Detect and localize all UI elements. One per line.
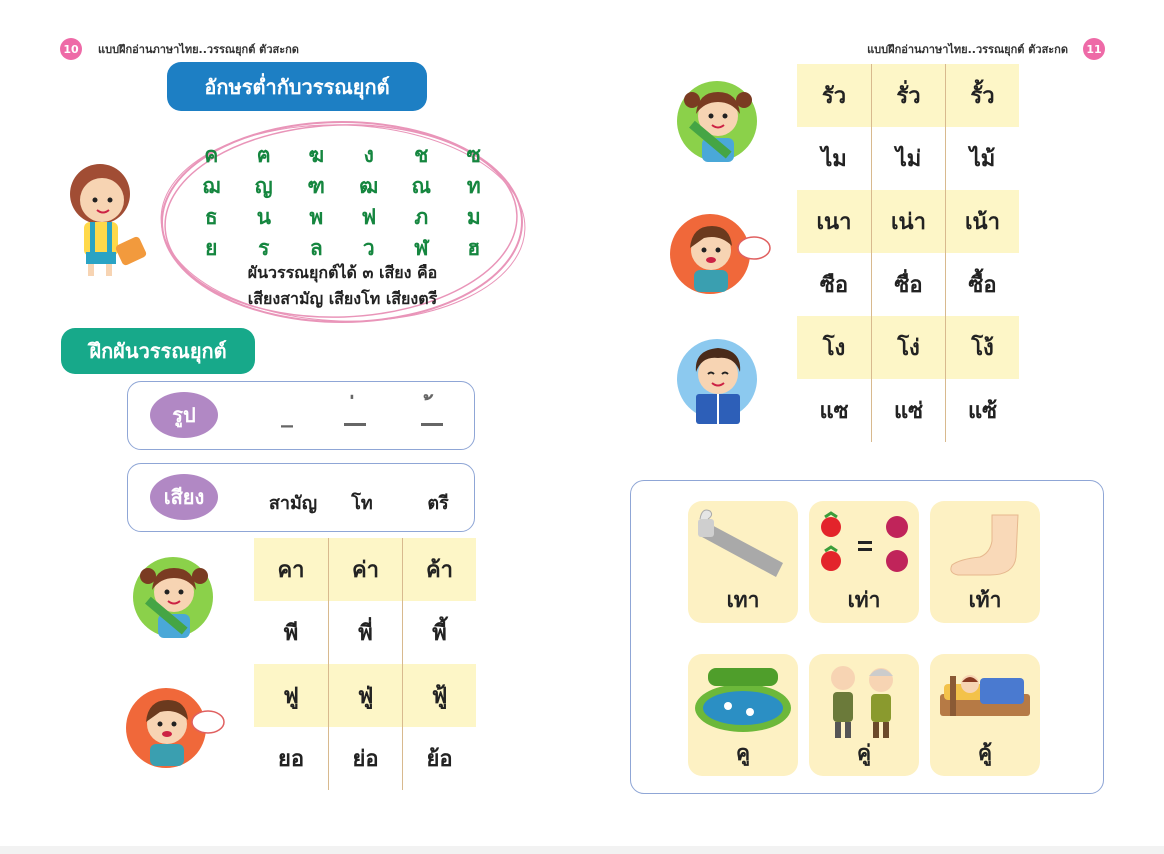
table-cell: ย่อ bbox=[328, 727, 402, 790]
consonant: ฆ bbox=[308, 143, 325, 167]
consonant: ฑ bbox=[307, 174, 325, 198]
consonant: ช bbox=[414, 143, 429, 167]
sleeping-child-icon bbox=[930, 654, 1040, 744]
table-cell: ซือ bbox=[819, 273, 849, 298]
consonant: ฮ bbox=[467, 236, 481, 260]
table-cell: เน้า bbox=[945, 190, 1019, 253]
page-bottom-edge bbox=[0, 846, 1164, 854]
consonant: ฟ bbox=[361, 205, 377, 229]
table-cell: แซ้ bbox=[945, 379, 1019, 442]
strawberry-equals-icon bbox=[809, 501, 919, 591]
table-cell: เนา bbox=[797, 190, 871, 253]
tone-name-tri: ตรี bbox=[427, 493, 449, 514]
table-cell: โง้ bbox=[945, 316, 1019, 379]
card-word: เทา bbox=[726, 588, 760, 612]
word-card bbox=[930, 501, 1040, 623]
card-word: คู่ bbox=[856, 741, 872, 765]
table-cell: ไม bbox=[821, 147, 847, 172]
consonant: ญ bbox=[254, 174, 273, 198]
consonant: ม bbox=[466, 205, 481, 229]
table-cell: โง่ bbox=[871, 316, 945, 379]
card-word: คู้ bbox=[977, 741, 993, 765]
table-cell: คา bbox=[254, 538, 328, 601]
picture-word-box bbox=[630, 480, 1104, 794]
word-card bbox=[688, 654, 798, 776]
tone-mark-none: _ bbox=[281, 400, 293, 428]
consonant: ฬ bbox=[414, 236, 429, 260]
table-cell: ค่า bbox=[328, 538, 402, 601]
card-word: คู bbox=[735, 741, 751, 765]
girl-with-pencil-avatar bbox=[132, 556, 214, 648]
left-practice-table bbox=[254, 538, 476, 790]
boy-talking-avatar bbox=[670, 212, 772, 296]
tone-note-line-2: เสียงสามัญ เสียงโท เสียงตรี bbox=[247, 289, 438, 308]
consonant: ล bbox=[309, 236, 323, 260]
pond-icon bbox=[688, 654, 798, 744]
girl-with-bag-illustration bbox=[62, 160, 158, 280]
word-card bbox=[809, 654, 919, 776]
form-label-bubble: รูป bbox=[150, 392, 218, 438]
tone-name-tho: โท bbox=[351, 493, 373, 514]
consonant: ร bbox=[258, 236, 270, 260]
page-number-right: 11 bbox=[1083, 38, 1105, 60]
table-cell: ซื้อ bbox=[945, 253, 1019, 316]
toothpaste-icon bbox=[688, 501, 798, 591]
low-class-consonant-grid bbox=[185, 141, 500, 263]
tone-label-bubble: เสียง bbox=[150, 474, 218, 520]
consonant: ฌ bbox=[202, 174, 221, 198]
table-cell: ย้อ bbox=[402, 727, 476, 790]
table-cell: รั่ว bbox=[871, 64, 945, 127]
consonant: พ bbox=[309, 205, 324, 229]
table-cell: พี้ bbox=[402, 601, 476, 664]
table-cell: รัว bbox=[797, 64, 871, 127]
right-practice-table bbox=[797, 64, 1019, 442]
girl-with-pencil-avatar bbox=[676, 80, 758, 172]
table-cell: รั้ว bbox=[945, 64, 1019, 127]
consonant: ณ bbox=[411, 174, 431, 198]
boy-talking-avatar bbox=[126, 686, 226, 770]
table-cell: เน่า bbox=[871, 190, 945, 253]
table-cell: ค้า bbox=[402, 538, 476, 601]
running-header-left: แบบฝึกอ่านภาษาไทย..วรรณยุกต์ ตัวสะกด bbox=[98, 43, 299, 56]
consonant: ท bbox=[466, 174, 481, 198]
boy-reading-avatar bbox=[676, 338, 760, 428]
consonant: ฅ bbox=[256, 143, 271, 167]
section-banner: ฝึกผันวรรณยุกต์ bbox=[61, 328, 255, 374]
tone-note-line-1: ผันวรรณยุกต์ได้ ๓ เสียง คือ bbox=[247, 263, 438, 282]
mai-tho-glyph bbox=[421, 401, 443, 426]
tone-mark-mai-tho bbox=[412, 398, 452, 426]
consonant: ภ bbox=[414, 205, 429, 229]
title-banner: อักษรต่ำกับวรรณยุกต์ bbox=[167, 62, 427, 111]
table-cell: โง bbox=[797, 316, 871, 379]
consonant: ซ bbox=[466, 143, 481, 167]
tone-note bbox=[185, 260, 500, 312]
table-cell: พี่ bbox=[328, 601, 402, 664]
running-header-right: แบบฝึกอ่านภาษาไทย..วรรณยุกต์ ตัวสะกด bbox=[867, 43, 1068, 56]
table-cell: ฟู bbox=[254, 664, 328, 727]
consonant: น bbox=[256, 205, 271, 229]
table-cell: ยอ bbox=[277, 747, 305, 772]
page-number-left: 10 bbox=[60, 38, 82, 60]
word-card bbox=[930, 654, 1040, 776]
consonant: ย bbox=[205, 236, 218, 260]
foot-icon bbox=[930, 501, 1040, 591]
consonant: ว bbox=[362, 236, 375, 260]
card-word: เท้า bbox=[968, 588, 1002, 612]
word-card bbox=[688, 501, 798, 623]
consonant: ค bbox=[204, 143, 219, 167]
elderly-couple-icon bbox=[809, 654, 919, 744]
tone-mark-mai-ek bbox=[335, 398, 375, 426]
card-word: เท่า bbox=[847, 588, 881, 612]
table-cell: แซ่ bbox=[871, 379, 945, 442]
mai-ek-glyph bbox=[344, 401, 366, 426]
tone-sound-row bbox=[127, 463, 475, 532]
table-cell: พี bbox=[283, 621, 299, 646]
table-cell: ซื่อ bbox=[871, 253, 945, 316]
consonant: ง bbox=[363, 143, 374, 167]
consonant: ธ bbox=[204, 205, 218, 229]
table-cell: ฟู่ bbox=[328, 664, 402, 727]
table-cell: ฟู้ bbox=[402, 664, 476, 727]
table-cell: ไม้ bbox=[945, 127, 1019, 190]
table-cell: ไม่ bbox=[871, 127, 945, 190]
consonant: ฒ bbox=[359, 174, 379, 198]
word-card bbox=[809, 501, 919, 623]
tone-name-saman: สามัญ bbox=[268, 493, 318, 514]
table-cell: แซ bbox=[819, 399, 849, 424]
tone-form-row bbox=[127, 381, 475, 450]
